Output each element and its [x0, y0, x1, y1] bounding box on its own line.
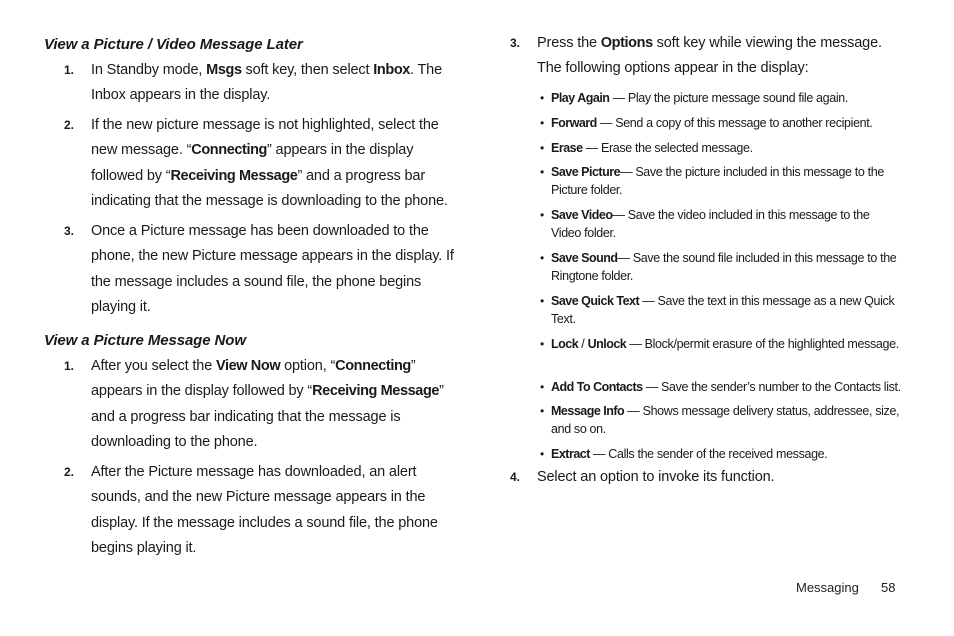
- step-text: After you select the View Now option, “Connecting” appears in the display followed by “Receiving Message” and a progress bar indicating that the message is downloading to the phone.: [91, 358, 444, 450]
- option-save-sound: • Save Sound— Save the sound file included in this message to the Ringtone folder.: [540, 251, 897, 283]
- bullet: •: [540, 165, 544, 179]
- step-text: In Standby mode, Msgs soft key, then select Inbox. The Inbox appears in the display.: [91, 62, 442, 104]
- option-save-video: • Save Video— Save the video included in this message to the Video folder.: [540, 208, 870, 240]
- step-text: Press the Options soft key while viewing the message. The following options appear in the display:: [537, 35, 882, 77]
- options-step-4: [510, 465, 902, 490]
- bullet: •: [540, 208, 544, 222]
- step-text: Select an option to invoke its function.: [537, 469, 775, 485]
- step-text: If the new picture message is not highlighted, select the new message. “Connecting” appears in the display followed by “Receiving Message” and a progress bar indicating that the message is downloading to the phone.: [91, 117, 448, 209]
- options-step-3: [510, 31, 902, 82]
- option-lock-unlock: • Lock / Unlock — Block/permit erasure of the highlighted message.: [540, 337, 899, 351]
- section-heading-view-later: View a Picture / Video Message Later: [44, 36, 303, 53]
- step-number: 4.: [510, 470, 521, 484]
- now-step-2: [44, 460, 454, 561]
- later-step-2: [44, 113, 454, 214]
- step-number: 3.: [510, 36, 521, 50]
- option-add-to-contacts: • Add To Contacts — Save the sender’s number to the Contacts list.: [540, 380, 901, 394]
- bullet: •: [540, 447, 544, 461]
- now-step-1: [44, 354, 454, 455]
- option-play-again: • Play Again — Play the picture message sound file again.: [540, 91, 849, 105]
- section-heading-view-now: View a Picture Message Now: [44, 332, 246, 349]
- footer-page-number: 58: [881, 580, 896, 595]
- option-save-picture: • Save Picture— Save the picture included in this message to the Picture folder.: [540, 165, 884, 197]
- bullet: •: [540, 116, 544, 130]
- option-save-quick-text: • Save Quick Text — Save the text in this message as a new Quick Text.: [540, 294, 895, 326]
- bullet: •: [540, 251, 544, 265]
- bullet: •: [540, 380, 544, 394]
- bullet: •: [540, 141, 544, 155]
- step-number: 2.: [64, 118, 75, 132]
- option-message-info: • Message Info — Shows message delivery status, addressee, size, and so on.: [540, 404, 900, 436]
- bullet: •: [540, 404, 544, 418]
- step-number: 1.: [64, 359, 75, 373]
- bullet: •: [540, 91, 544, 105]
- later-step-1: [44, 58, 454, 109]
- step-text: Once a Picture message has been downloaded to the phone, the new Picture message appears in the display. If the message includes a sound file, the phone begins playing it.: [91, 223, 454, 315]
- step-number: 1.: [64, 63, 75, 77]
- bullet: •: [540, 294, 544, 308]
- footer-section-name: Messaging: [796, 580, 859, 595]
- bullet: •: [540, 337, 544, 351]
- later-step-3: [44, 219, 454, 320]
- step-number: 2.: [64, 465, 75, 479]
- step-number: 3.: [64, 224, 75, 238]
- option-extract: • Extract — Calls the sender of the received message.: [540, 447, 828, 461]
- option-forward: • Forward — Send a copy of this message to another recipient.: [540, 116, 873, 130]
- option-erase: • Erase — Erase the selected message.: [540, 141, 753, 155]
- step-text: After the Picture message has downloaded, an alert sounds, and the new Picture message appears in the display. If the message includes a sound file, the phone begins playing it.: [91, 464, 438, 556]
